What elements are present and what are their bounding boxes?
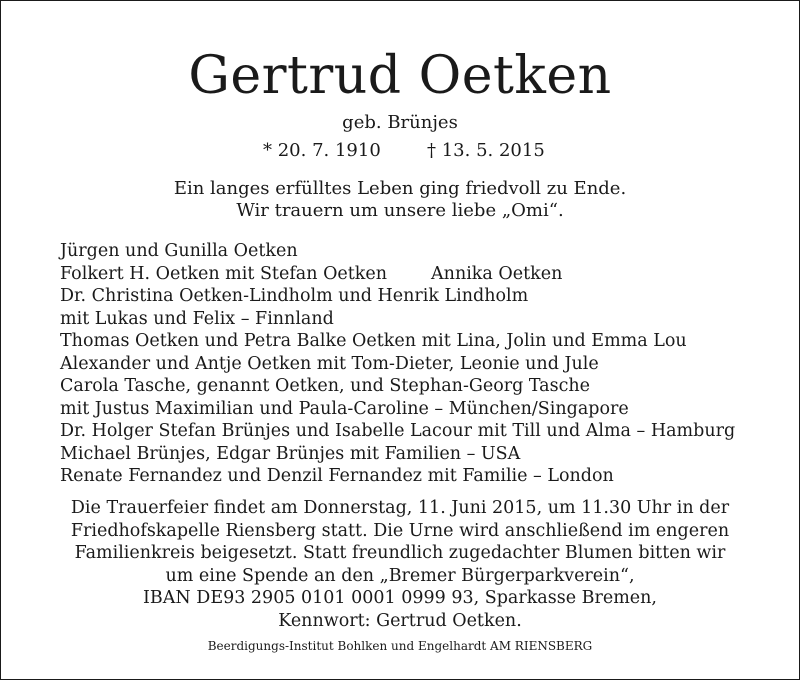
service-line: Kennwort: Gertrud Oetken. xyxy=(278,610,522,631)
motto-line: Ein langes erfülltes Leben ging friedvoll zu Ende. xyxy=(173,178,627,199)
mourner-line: mit Justus Maximilian und Paula-Caroline – München/Singapore xyxy=(60,398,629,419)
birth-date: * 20. 7. 1910 xyxy=(263,140,381,161)
mourner-line: mit Lukas und Felix – Finnland xyxy=(60,308,334,329)
motto xyxy=(1,178,799,222)
mourner-line: Renate Fernandez und Denzil Fernandez mit Familie – London xyxy=(60,466,614,486)
mourner-line: Dr. Holger Stefan Brünjes und Isabelle Lacour mit Till und Alma – Hamburg xyxy=(60,421,736,441)
mourner-line: Annika Oetken xyxy=(431,263,563,284)
service-line: um eine Spende an den „Bremer Bürgerparkverein“, xyxy=(165,565,635,586)
mourner-line: Michael Brünjes, Edgar Brünjes mit Familien – USA xyxy=(60,443,521,464)
motto-line: Wir trauern um unsere liebe „Omi“. xyxy=(236,200,564,221)
service-line: Friedhofskapelle Riensberg statt. Die Urne wird anschließend im engeren xyxy=(70,520,730,541)
service-line: Die Trauerfeier findet am Donnerstag, 11. Juni 2015, um 11.30 Uhr in der xyxy=(70,498,730,518)
mourner-line: Carola Tasche, genannt Oetken, und Stephan-Georg Tasche xyxy=(60,376,591,396)
mourner-line: Folkert H. Oetken mit Stefan Oetken xyxy=(60,263,388,284)
service-line: Familienkreis beigesetzt. Statt freundlich zugedachter Blumen bitten wir xyxy=(74,543,726,563)
mourner-line: Dr. Christina Oetken-Lindholm und Henrik Lindholm xyxy=(60,286,529,306)
mourner-line: Alexander und Antje Oetken mit Tom-Dieter, Leonie und Jule xyxy=(60,353,599,374)
undertaker: Beerdigungs-Institut Bohlken und Engelhardt AM RIENSBERG xyxy=(207,639,593,653)
birth-name: geb. Brünjes xyxy=(342,112,458,133)
mourner-line: Thomas Oetken und Petra Balke Oetken mit Lina, Jolin und Emma Lou xyxy=(60,331,687,351)
mourner-line: Jürgen und Gunilla Oetken xyxy=(60,241,298,261)
deceased-name: Gertrud Oetken xyxy=(188,46,612,106)
death-date: † 13. 5. 2015 xyxy=(427,140,545,161)
mourner-line-pair xyxy=(60,263,735,286)
funeral-service-info xyxy=(1,497,799,632)
service-line: IBAN DE93 2905 0101 0001 0999 93, Sparkasse Bremen, xyxy=(143,588,657,608)
mourners-list xyxy=(60,240,735,488)
